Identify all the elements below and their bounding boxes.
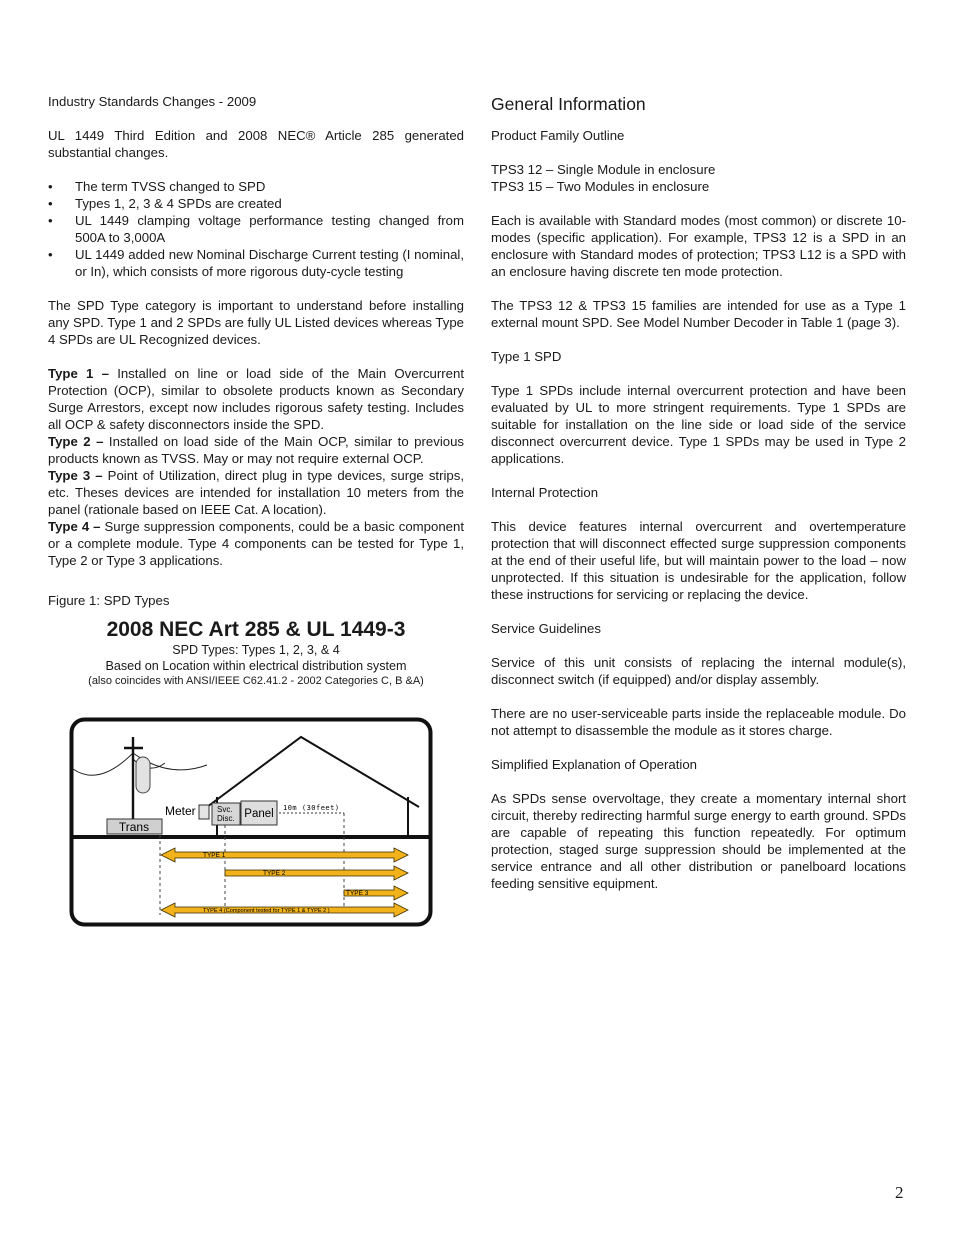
transformer-can xyxy=(136,757,150,793)
list-item: • Types 1, 2, 3 & 4 SPDs are created xyxy=(48,196,282,211)
service-guidelines-heading: Service Guidelines xyxy=(491,621,601,636)
modes-paragraph: Each is available with Standard modes (most common) or discrete 10-modes (specific application). For example, TPS3 12 is a SPD in an enclosure with Standard modes of protection; TPS3 L12 is a SPD with an enclosure having discrete ten mode protection. xyxy=(491,213,906,279)
bullet-glyph: • xyxy=(48,196,53,211)
bullet-glyph: • xyxy=(48,247,53,262)
figure-caption: Figure 1: SPD Types xyxy=(48,593,170,608)
internal-protection-paragraph: This device features internal overcurrent and overtemperature protection that will disconnect effected surge suppression components at the end of their useful life, but will maintain power to the load – now unprotected. If this situation is undesirable for the application, follow these instructions for servicing or replacing the device. xyxy=(491,519,906,602)
figure-block xyxy=(48,592,464,688)
changes-list xyxy=(48,178,464,280)
type2-label: TYPE 2 xyxy=(263,870,286,877)
operation-paragraph: As SPDs sense overvoltage, they create a momentary internal short circuit, thereby redirecting harmful surge energy to earth ground. SPDs are capable of repeating this function repeatedly. For optimum protection, staged surge suppression should be implemented at the service entrance and all other distribution or panelboard locations feeding sensitive equipment. xyxy=(491,791,906,891)
trans-label: Trans xyxy=(118,820,150,834)
spd-type-paragraph: The SPD Type category is important to understand before installing any SPD. Type 1 and 2 SPDs are fully UL Listed devices whereas Type 4 SPDs are UL Recognized devices. xyxy=(48,298,464,347)
distance-label: 10m (30feet) xyxy=(283,804,340,812)
figure-subtitle-2: Based on Location within electrical distribution system xyxy=(105,659,407,673)
type1-label: TYPE 1 xyxy=(203,852,226,859)
type4-paragraph: Type 4 – Surge suppression components, could be a basic component or a complete module. Type 4 components can be tested for Type 1, Type 2 or Type 3 applications. xyxy=(48,519,464,568)
internal-protection-heading: Internal Protection xyxy=(491,485,599,500)
spd-location-diagram xyxy=(69,717,433,927)
service-paragraph: Service of this unit consists of replacing the internal module(s), disconnect switch (if equipped) and/or display assembly. xyxy=(491,655,906,687)
list-item: • The term TVSS changed to SPD xyxy=(48,179,266,194)
list-item: • UL 1449 clamping voltage performance testing changed from 500A to 3,000A xyxy=(48,213,464,245)
type1-intended-paragraph: The TPS3 12 & TPS3 15 families are intended for use as a Type 1 external mount SPD. See Model Number Decoder in Table 1 (page 3). xyxy=(491,298,906,330)
figure-subtitle: SPD Types: Types 1, 2, 3, & 4 xyxy=(172,643,340,657)
page-number: 2 xyxy=(895,1183,904,1202)
operation-heading: Simplified Explanation of Operation xyxy=(491,757,697,772)
type4-label: TYPE 4 (Component tested for TYPE 1 & TYPE 2 ) xyxy=(203,908,330,914)
figure-note: (also coincides with ANSI/IEEE C62.41.2 - 2002 Categories C, B &A) xyxy=(88,675,424,687)
type1-paragraph: Type 1 – Installed on line or load side of the Main Overcurrent Protection (OCP), similar to obsolete products known as Secondary Surge Arrestors, except now includes rigorous safety testing. Includes all OCP & safety disconnectors inside the SPD. xyxy=(48,366,465,432)
type3-label: TYPE 3 xyxy=(346,890,369,897)
section-heading: General Information xyxy=(491,94,646,114)
standards-heading: Industry Standards Changes - 2009 xyxy=(48,94,257,109)
meter-box xyxy=(199,805,209,819)
bullet-glyph: • xyxy=(48,179,53,194)
product-line-1: TPS3 12 – Single Module in enclosure xyxy=(491,162,716,177)
type3-paragraph: Type 3 – Point of Utilization, direct plug in type devices, surge strips, etc. Theses devices are intended for installation 10 meters from the panel (rationale based on IEEE Cat. A location). xyxy=(48,468,464,517)
intro-paragraph: UL 1449 Third Edition and 2008 NEC® Article 285 generated substantial changes. xyxy=(48,128,464,160)
type1-spd-paragraph: Type 1 SPDs include internal overcurrent protection and have been evaluated by UL to more stringent requirements. Type 1 SPDs are suitable for installation on the line side or load side of the service disconnect overcurrent device. Type 1 SPDs may be used in Type 2 applications. xyxy=(491,383,906,466)
no-serviceable-paragraph: There are no user-serviceable parts inside the replaceable module. Do not attempt to disassemble the module as it stores charge. xyxy=(491,706,906,738)
type2-paragraph: Type 2 – Installed on load side of the Main OCP, similar to previous products known as TVSS. May or may not require external OCP. xyxy=(48,434,465,466)
bullet-glyph: • xyxy=(48,213,53,228)
disc-label: Disc. xyxy=(217,814,235,823)
panel-label: Panel xyxy=(244,808,274,820)
right-column xyxy=(491,93,906,909)
meter-label: Meter xyxy=(165,804,196,818)
left-column xyxy=(48,93,464,569)
product-line-2: TPS3 15 – Two Modules in enclosure xyxy=(491,179,710,194)
list-item: • UL 1449 added new Nominal Discharge Current testing (I nominal, or In), which consists of more rigorous duty-cycle testing xyxy=(48,247,464,279)
product-family-heading: Product Family Outline xyxy=(491,128,625,143)
figure-title: 2008 NEC Art 285 & UL 1449-3 xyxy=(106,618,406,641)
svc-label: Svc. xyxy=(217,805,233,814)
type1-spd-heading: Type 1 SPD xyxy=(491,349,562,364)
